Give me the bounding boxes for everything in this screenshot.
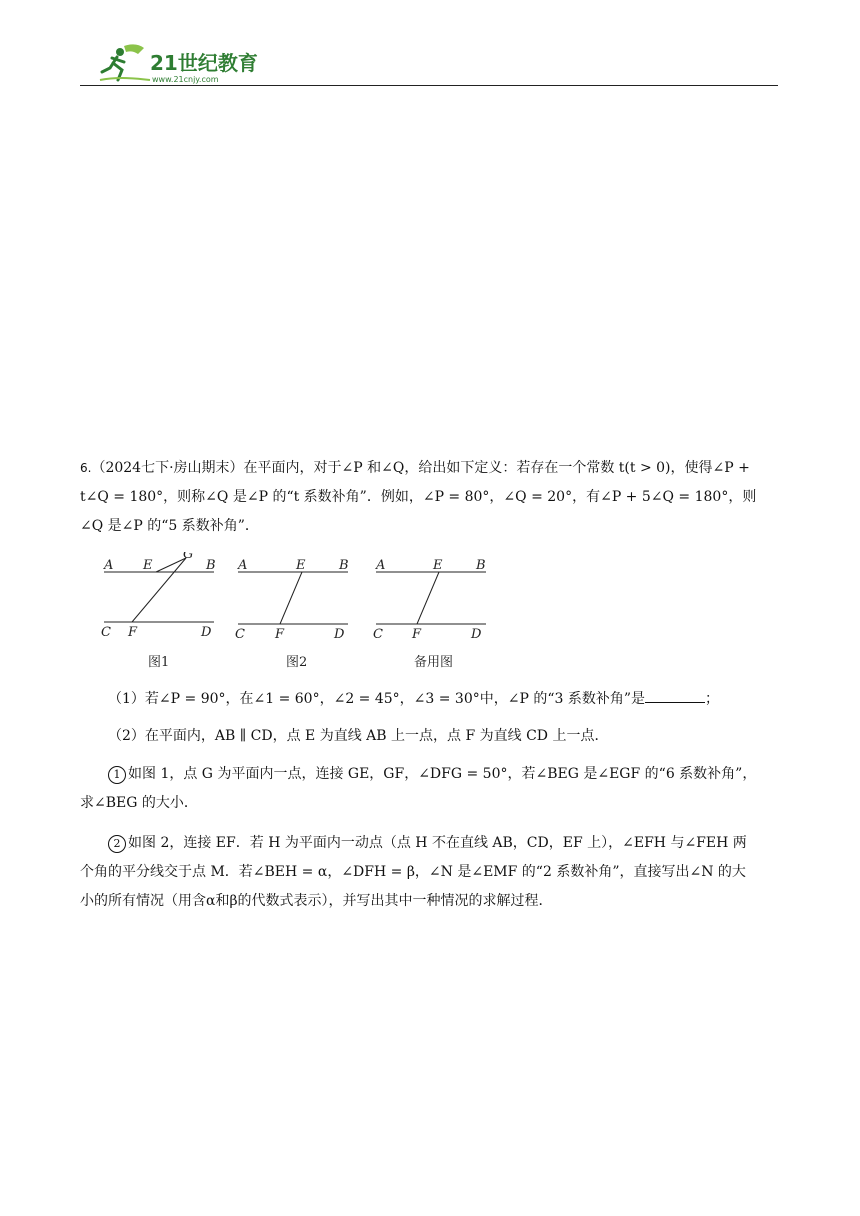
sub-question-2-line-2: 个角的平分线交于点 M．若∠BEH = α，∠DFH = β，∠N 是∠EMF 的“2 系数补角”，直接写出∠N 的大 bbox=[80, 864, 746, 880]
figures-row bbox=[96, 552, 496, 674]
fig1-label-f: F bbox=[128, 625, 138, 640]
fig2-label-c: C bbox=[235, 627, 245, 642]
site-logo bbox=[80, 40, 280, 86]
fig3-label-b: B bbox=[476, 558, 486, 573]
fig2-caption: 图2 bbox=[286, 655, 308, 670]
figure-2 bbox=[235, 558, 349, 670]
logo-text: 21世纪教育 bbox=[150, 51, 258, 75]
fig2-segment-ef bbox=[280, 572, 302, 624]
fig1-label-d: D bbox=[201, 625, 212, 640]
fig1-segment-eg bbox=[156, 558, 186, 572]
sub-question-1-line-2: 求∠BEG 的大小． bbox=[80, 795, 198, 811]
figure-1 bbox=[101, 552, 216, 670]
fig1-caption: 图1 bbox=[148, 655, 170, 670]
figure-backup bbox=[373, 558, 486, 670]
sub-question-2-line-1: 如图 2，连接 EF．若 H 为平面内一动点（点 H 不在直线 AB，CD，EF 上），∠EFH 与∠FEH 两 bbox=[128, 835, 747, 851]
question-source: （2024七下·房山期末） bbox=[91, 460, 244, 476]
fig2-label-e: E bbox=[296, 558, 306, 573]
question-intro-line-2: t∠Q = 180°，则称∠Q 是∠P 的“t 系数补角”．例如，∠P = 80°，∠Q = 20°，有∠P + 5∠Q = 180°，则 bbox=[80, 489, 757, 505]
fig1-label-c: C bbox=[101, 625, 111, 640]
sub-question-2-line-3: 小的所有情况（用含α和β的代数式表示），并写出其中一种情况的求解过程． bbox=[80, 893, 553, 909]
header-divider bbox=[80, 85, 778, 86]
fig1-label-g: G bbox=[183, 552, 194, 562]
fig3-label-a: A bbox=[376, 558, 386, 573]
logo-subtitle: www.21cnjy.com bbox=[152, 75, 219, 84]
fig1-label-a: A bbox=[104, 558, 114, 573]
fig1-segment-fg bbox=[132, 558, 186, 622]
geometry-figures bbox=[96, 552, 496, 674]
fig3-label-d: D bbox=[471, 627, 482, 642]
part-2-text: （2）在平面内，AB ∥ CD，点 E 为直线 AB 上一点，点 F 为直线 CD 上一点． bbox=[108, 728, 609, 744]
fig3-caption: 备用图 bbox=[414, 655, 454, 670]
fig2-label-f: F bbox=[275, 627, 285, 642]
sub-question-2 bbox=[80, 829, 780, 916]
part-1-text: （1）若∠P = 90°，在∠1 = 60°，∠2 = 45°，∠3 = 30°中，∠P 的“3 系数补角”是 bbox=[108, 691, 646, 707]
sub-question-1 bbox=[80, 760, 780, 818]
question-6 bbox=[80, 454, 780, 541]
fig2-label-a: A bbox=[238, 558, 248, 573]
circled-number-1: 1 bbox=[108, 766, 126, 784]
page-header bbox=[80, 40, 778, 86]
fig3-label-e: E bbox=[433, 558, 443, 573]
part-1-end: ； bbox=[705, 691, 720, 707]
fig1-label-e: E bbox=[143, 558, 153, 573]
question-intro-1: 在平面内，对于∠P 和∠Q，给出如下定义：若存在一个常数 t(t > 0)，使得∠P + bbox=[243, 460, 750, 476]
question-intro-line-1 bbox=[80, 454, 780, 483]
circled-number-2: 2 bbox=[108, 835, 126, 853]
fig1-label-b: B bbox=[206, 558, 216, 573]
fig2-label-b: B bbox=[339, 558, 349, 573]
runner-icon bbox=[100, 44, 150, 80]
fig3-segment-ef bbox=[417, 572, 439, 624]
part-2 bbox=[80, 722, 780, 751]
fig3-label-f: F bbox=[412, 627, 422, 642]
question-number: 6. bbox=[80, 461, 92, 475]
question-intro-line-3: ∠Q 是∠P 的“5 系数补角”． bbox=[80, 518, 259, 534]
fig2-label-d: D bbox=[334, 627, 345, 642]
answer-blank[interactable] bbox=[645, 688, 705, 703]
sub-question-1-line-1: 如图 1，点 G 为平面内一点，连接 GE，GF，∠DFG = 50°，若∠BEG 是∠EGF 的“6 系数补角”， bbox=[128, 766, 757, 782]
part-1 bbox=[80, 685, 780, 714]
fig3-label-c: C bbox=[373, 627, 383, 642]
